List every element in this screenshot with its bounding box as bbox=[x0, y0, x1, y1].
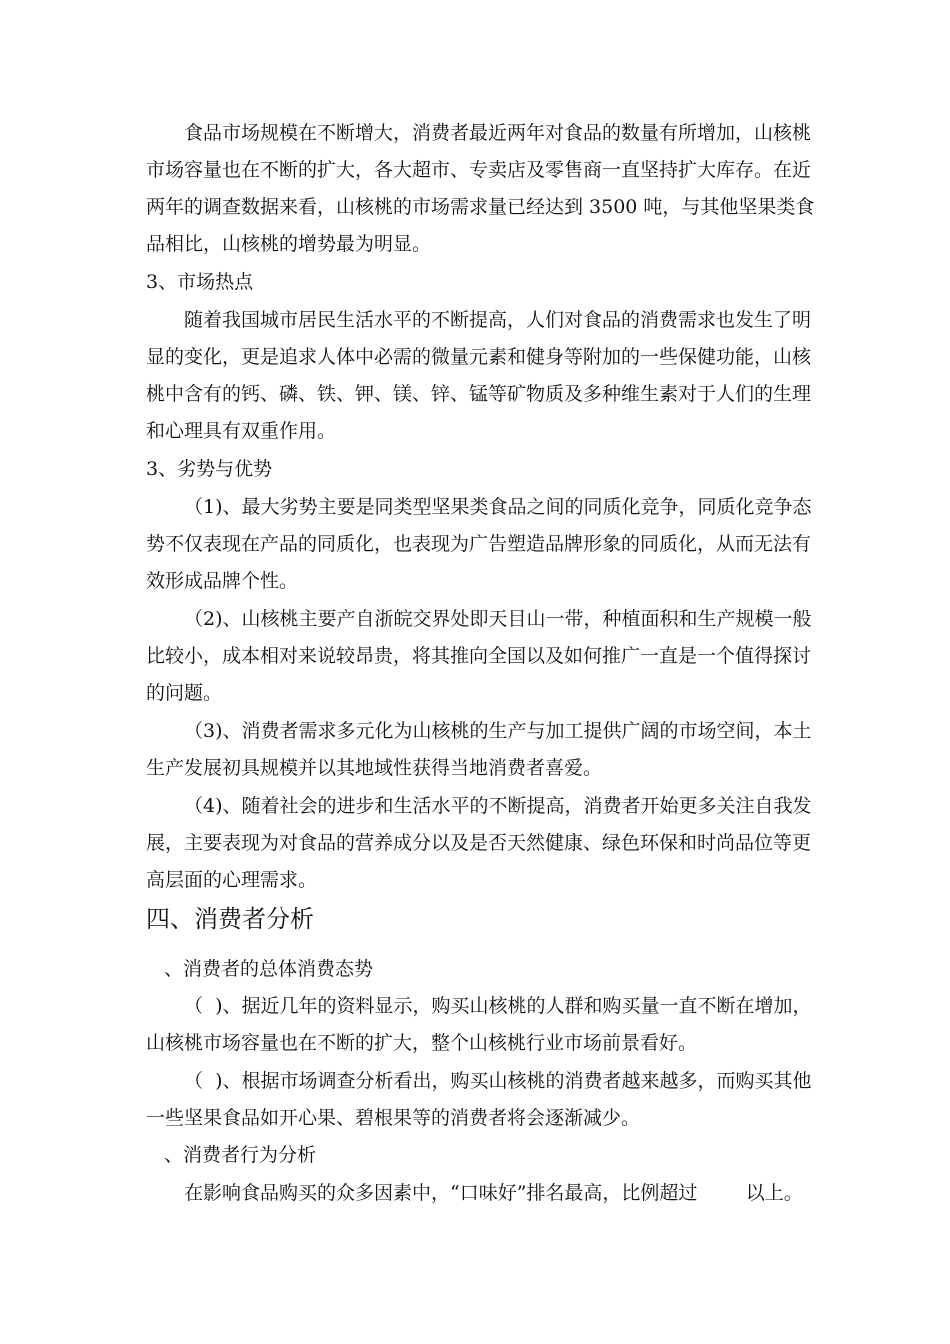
list-item-line: 生产发展初具规模并以其地域性获得当地消费者喜爱。 bbox=[146, 757, 603, 779]
paragraph-line: 品相比，山核桃的增势最为明显。 bbox=[146, 233, 432, 255]
paragraph-line: 两年的调查数据来看，山核桃的市场需求量已经达到 3500 吨，与其他坚果类食 bbox=[146, 196, 815, 218]
list-item-line: （4)、随着社会的进步和生活水平的不断提高，消费者开始更多关注自我发 bbox=[184, 795, 812, 817]
list-item-line: 高层面的心理需求。 bbox=[146, 869, 318, 891]
chapter-title: 四、消费者分析 bbox=[146, 905, 314, 933]
paragraph-line: 市场容量也在不断的扩大，各大超市、专卖店及零售商一直坚持扩大库存。在近 bbox=[146, 159, 812, 181]
list-item-line: 的问题。 bbox=[146, 682, 223, 704]
paragraph-line: 随着我国城市居民生活水平的不断提高，人们对食品的消费需求也发生了明 bbox=[184, 309, 812, 331]
list-item-line: （1)、最大劣势主要是同类型坚果类食品之间的同质化竞争，同质化竞争态 bbox=[184, 496, 812, 518]
paragraph-line: 食品市场规模在不断增大，消费者最近两年对食品的数量有所增加，山核桃 bbox=[184, 122, 812, 144]
list-item-line: （3)、消费者需求多元化为山核桃的生产与加工提供广阔的市场空间，本土 bbox=[184, 720, 812, 742]
subsection-heading: 、消费者行为分析 bbox=[164, 1144, 317, 1166]
list-item-line: 一些坚果食品如开心果、碧根果等的消费者将会逐渐减少。 bbox=[146, 1107, 641, 1129]
list-item-line: 比较小，成本相对来说较昂贵，将其推向全国以及如何推广一直是一个值得探讨 bbox=[146, 645, 812, 667]
list-item-line: 展，主要表现为对食品的营养成分以及是否天然健康、绿色环保和时尚品位等更 bbox=[146, 832, 812, 854]
subsection-heading: 、消费者的总体消费态势 bbox=[164, 958, 374, 980]
paragraph-line: 桃中含有的钙、磷、铁、钾、镁、锌、锰等矿物质及多种维生素对于人们的生理 bbox=[146, 383, 812, 405]
paragraph-line: 显的变化，更是追求人体中必需的微量元素和健身等附加的一些保健功能，山核 bbox=[146, 346, 812, 368]
list-item-line: （ )、据近几年的资料显示，购买山核桃的人群和购买量一直不断在增加， bbox=[184, 995, 812, 1017]
list-item-line: 效形成品牌个性。 bbox=[146, 570, 299, 592]
paragraph-line: 和心理具有双重作用。 bbox=[146, 420, 337, 442]
list-item-line: （ )、根据市场调查分析看出，购买山核桃的消费者越来越多，而购买其他 bbox=[184, 1070, 812, 1092]
paragraph-line: 在影响食品购买的众多因素中，“口味好”排名最高，比例超过 以上。 bbox=[184, 1182, 803, 1204]
list-item-line: 势不仅表现在产品的同质化，也表现为广告塑造品牌形象的同质化，从而无法有 bbox=[146, 533, 812, 555]
list-item-line: （2)、山核桃主要产自浙皖交界处即天目山一带，种植面积和生产规模一般 bbox=[184, 608, 812, 630]
section-heading-market-hotspot: 3、市场热点 bbox=[146, 271, 254, 293]
section-heading-strengths: 3、劣势与优势 bbox=[146, 458, 273, 480]
list-item-line: 山核桃市场容量也在不断的扩大，整个山核桃行业市场前景看好。 bbox=[146, 1032, 698, 1054]
